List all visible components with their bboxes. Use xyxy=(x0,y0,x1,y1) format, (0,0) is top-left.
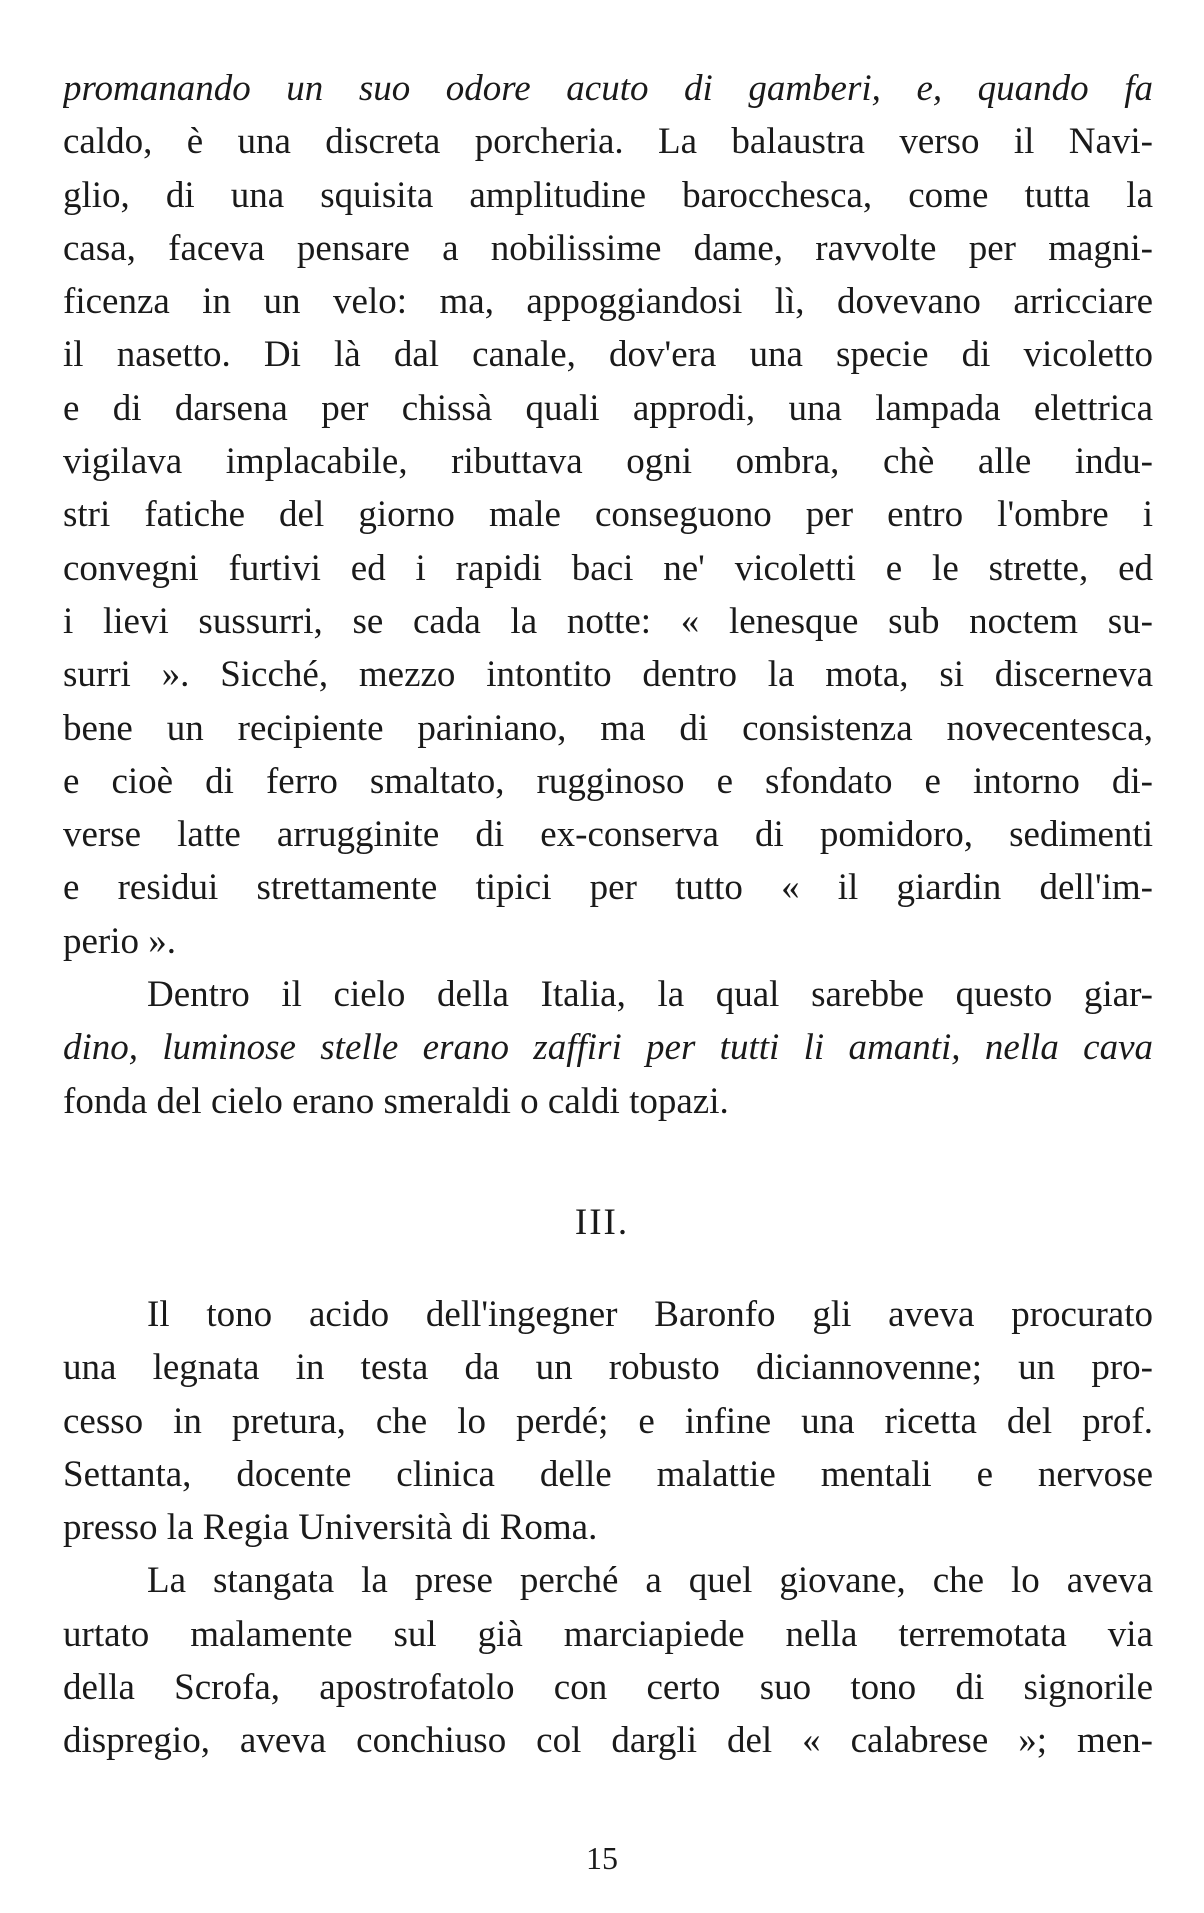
text-line: ficenza in un velo: ma, appoggiandosi lì, dovevano arricciare xyxy=(63,281,1153,323)
text-line: e residui strettamente tipici per tutto « il giardin dell'im- xyxy=(63,867,1153,909)
text-line: e cioè di ferro smaltato, rugginoso e sfondato e intorno di- xyxy=(63,760,1153,802)
text-line: promanando un suo odore acuto di gamberi, e, quando fa xyxy=(63,68,1153,109)
text-line: caldo, è una discreta porcheria. La balaustra verso il Navi- xyxy=(63,121,1153,163)
text-line: dino, luminose stelle erano zaffiri per tutti li amanti, nella cava xyxy=(63,1027,1153,1069)
text-line: La stangata la prese perché a quel giovane, che lo aveva xyxy=(147,1560,1153,1602)
text-line: dispregio, aveva conchiuso col dargli del « calabrese »; men- xyxy=(63,1720,1153,1762)
text-line: Il tono acido dell'ingegner Baronfo gli aveva procurato xyxy=(147,1294,1153,1335)
page-number: 15 xyxy=(586,1840,618,1876)
paragraph-block-1 xyxy=(63,62,1153,1128)
text-line: della Scrofa, apostrofatolo con certo suo tono di signorile xyxy=(63,1667,1153,1709)
text-line: perio ». xyxy=(63,920,177,962)
text-line: vigilava implacabile, ributtava ogni ombra, chè alle indu- xyxy=(63,441,1153,483)
text-line: surri ». Sicché, mezzo intontito dentro la mota, si discerneva xyxy=(63,654,1153,696)
text-line: e di darsena per chissà quali approdi, una lampada elettrica xyxy=(63,387,1153,429)
text-line: verse latte arrugginite di ex-conserva di pomidoro, sedimenti xyxy=(63,814,1153,856)
text-line: Settanta, docente clinica delle malattie mentali e nervose xyxy=(63,1453,1153,1495)
text-line: il nasetto. Di là dal canale, dov'era una specie di vicoletto xyxy=(63,334,1153,376)
text-line: cesso in pretura, che lo perdé; e infine una ricetta del prof. xyxy=(63,1400,1153,1442)
text-line: presso la Regia Università di Roma. xyxy=(63,1507,598,1549)
text-line: stri fatiche del giorno male conseguono per entro l'ombre i xyxy=(63,494,1153,536)
text-line: urtato malamente sul già marciapiede nella terremotata via xyxy=(63,1613,1153,1655)
text-line: bene un recipiente pariniano, ma di consistenza novecentesca, xyxy=(63,707,1153,749)
text-line: casa, faceva pensare a nobilissime dame, ravvolte per magni- xyxy=(63,227,1153,269)
text-line: i lievi sussurri, se cada la notte: « lenesque sub noctem su- xyxy=(63,600,1153,642)
text-line: fonda del cielo erano smeraldi o caldi topazi. xyxy=(63,1080,729,1122)
text-line: convegni furtivi ed i rapidi baci ne' vicoletti e le strette, ed xyxy=(63,547,1153,589)
section-heading: III. xyxy=(574,1202,630,1243)
text-line: Dentro il cielo della Italia, la qual sarebbe questo giar- xyxy=(147,974,1153,1016)
paragraph-block-2 xyxy=(63,1288,1153,1768)
text-line: glio, di una squisita amplitudine barocchesca, come tutta la xyxy=(63,174,1153,216)
text-line: una legnata in testa da un robusto diciannovenne; un pro- xyxy=(63,1347,1153,1389)
